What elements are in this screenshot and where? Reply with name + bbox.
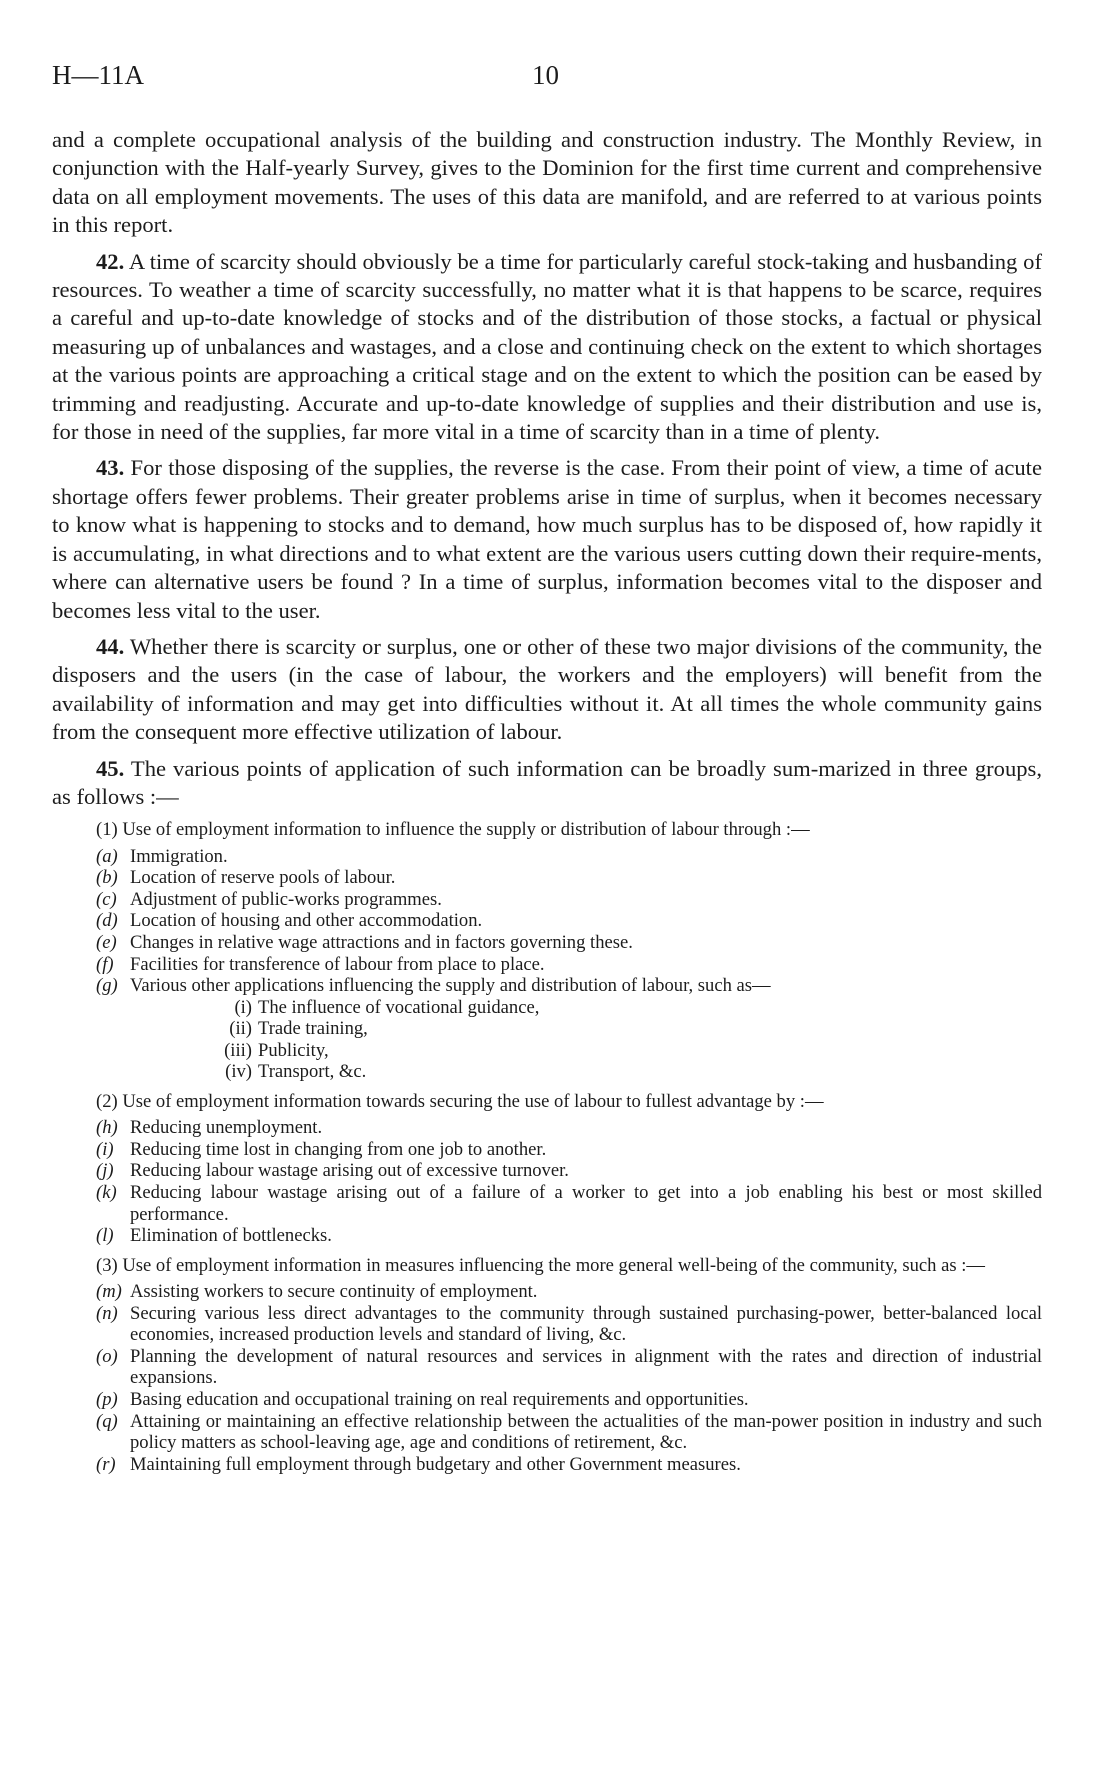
item-text: Reducing time lost in changing from one job to another. (130, 1138, 547, 1160)
list-item (52, 1160, 1042, 1182)
list-item (52, 1281, 1042, 1303)
item-text: Adjustment of public-works programmes. (130, 888, 442, 910)
item-label: (g) (96, 975, 118, 997)
list-item (52, 1389, 1042, 1411)
group-1-list (52, 846, 1042, 1084)
list-item (52, 1117, 1042, 1139)
body-text (52, 126, 1042, 1475)
item-text: Changes in relative wage attractions and in factors governing these. (130, 931, 633, 953)
document-reference: H—11A (52, 60, 144, 90)
item-text: Securing various less direct advantages to the community through sustained purchasing-power, better-balanced local economies, increased production levels and standard of living, &c. (130, 1302, 1042, 1346)
sub-item-label: (i) (234, 996, 252, 1018)
list-item (52, 1346, 1042, 1389)
paragraph-number: 43. (96, 455, 125, 481)
sub-item-text: Transport, &c. (258, 1061, 367, 1083)
page-number: 10 (532, 60, 559, 90)
item-text: Assisting workers to secure continuity of employment. (130, 1281, 538, 1303)
list-item (52, 910, 1042, 932)
paragraph-41-continued: and a complete occupational analysis of the building and construction industry. The Monthly Review, in conjunction with the Half-yearly Survey, gives to the Dominion for the first time current and comprehensive data on all employment movements. The uses of this data are manifold, and are referred to at various points in this report. (52, 127, 1042, 238)
item-label: (c) (96, 888, 117, 910)
item-text: Reducing labour wastage arising out of a failure of a worker to get into a job enabling his best or most skilled performance. (130, 1182, 1042, 1225)
paragraph-number: 42. (96, 248, 125, 274)
group-2-heading: (2) Use of employment information towards securing the use of labour to fullest advantage by :— (96, 1091, 824, 1113)
item-label: (h) (96, 1117, 118, 1139)
list-item (52, 1139, 1042, 1161)
item-label: (l) (96, 1225, 114, 1247)
sub-item-text: Trade training, (258, 1018, 368, 1040)
page-header (52, 60, 1052, 94)
group-2-list (52, 1117, 1042, 1247)
paragraph-42 (52, 248, 1042, 447)
list-item (52, 1225, 1042, 1247)
item-text: Location of reserve pools of labour. (130, 867, 396, 889)
paragraph-text: The various points of application of such information can be broadly sum-marized in three groups, as follows :— (52, 755, 1042, 809)
item-label: (k) (96, 1182, 117, 1204)
list-item (52, 1182, 1042, 1225)
sub-item-text: The influence of vocational guidance, (258, 996, 540, 1018)
item-label: (e) (96, 931, 117, 953)
paragraph-44 (52, 633, 1042, 747)
sub-item (52, 997, 1042, 1019)
item-text: Elimination of bottlenecks. (130, 1225, 332, 1247)
list-item (52, 1411, 1042, 1454)
list-item (52, 954, 1042, 976)
item-text: Reducing labour wastage arising out of excessive turnover. (130, 1160, 569, 1182)
item-label: (r) (96, 1453, 116, 1475)
item-label: (q) (96, 1410, 118, 1432)
item-label: (j) (96, 1160, 114, 1182)
item-label: (d) (96, 910, 118, 932)
item-text: Maintaining full employment through budgetary and other Government measures. (130, 1453, 741, 1475)
item-text: Attaining or maintaining an effective relationship between the actualities of the man-power position in industry and such policy matters as school-leaving age, age and conditions of retirement, &c. (130, 1410, 1042, 1454)
list-item (52, 846, 1042, 868)
list-item (52, 932, 1042, 954)
sub-item (52, 1018, 1042, 1040)
sub-item-label: (ii) (229, 1018, 252, 1040)
item-label: (o) (96, 1345, 118, 1367)
item-text: Immigration. (130, 845, 228, 867)
paragraph-number: 44. (96, 633, 125, 659)
sub-item (52, 1040, 1042, 1062)
item-label: (p) (96, 1389, 118, 1411)
paragraph-text: A time of scarcity should obviously be a time for particularly careful stock-taking and husbanding of resources. To weather a time of scarcity successfully, no matter what it is that happens to be scarce, requires a careful and up-to-date knowledge of stocks and of the distribution of those stocks, a factual or physical measuring up of unbalances and wastages, and a close and continuing check on the extent to which shortages at the various points are approaching a critical stage and on the extent to which the position can be eased by trimming and readjusting. Accurate and up-to-date knowledge of supplies and their distribution and use is, for those in need of the supplies, far more vital in a time of scarcity than in a time of plenty. (52, 248, 1042, 445)
sub-item-label: (iv) (225, 1061, 252, 1083)
paragraph-number: 45. (96, 755, 125, 781)
list-item (52, 889, 1042, 911)
list-item (52, 1454, 1042, 1476)
group-1-heading: (1) Use of employment information to influence the supply or distribution of labour through :— (96, 819, 810, 841)
list-item (52, 1303, 1042, 1346)
sub-item (52, 1061, 1042, 1083)
item-label: (f) (96, 953, 114, 975)
item-text: Facilities for transference of labour from place to place. (130, 953, 545, 975)
item-text: Various other applications influencing the supply and distribution of labour, such as— (130, 975, 771, 997)
item-label: (b) (96, 867, 118, 889)
paragraph-43 (52, 454, 1042, 624)
item-text: Planning the development of natural resources and services in alignment with the rates and direction of industrial expansions. (130, 1345, 1042, 1389)
list-item (52, 867, 1042, 889)
list-item (52, 975, 1042, 997)
paragraph-text: For those disposing of the supplies, the reverse is the case. From their point of view, a time of acute shortage offers fewer problems. Their greater problems arise in time of surplus, when it becomes necessary to know what is happening to stocks and to demand, how much surplus has to be disposed of, how rapidly it is accumulating, in what directions and to what extent are the various users cutting down their require-ments, where can alternative users be found ? In a time of surplus, information becomes vital to the disposer and becomes less vital to the user. (52, 455, 1042, 623)
group-3-list (52, 1281, 1042, 1475)
item-text: Basing education and occupational training on real requirements and opportunities. (130, 1389, 749, 1411)
sub-item-label: (iii) (224, 1039, 252, 1061)
item-text: Location of housing and other accommodation. (130, 910, 483, 932)
group-3-heading: (3) Use of employment information in measures influencing the more general well-being of the community, such as :— (96, 1254, 985, 1276)
sub-item-text: Publicity, (258, 1039, 329, 1061)
item-label: (n) (96, 1302, 118, 1324)
paragraph-text: Whether there is scarcity or surplus, one or other of these two major divisions of the community, the disposers and the users (in the case of labour, the workers and the employers) will benefit from the availability of information and may get into difficulties without it. At all times the whole community gains from the consequent more effective utilization of labour. (52, 633, 1042, 745)
item-label: (i) (96, 1138, 114, 1160)
paragraph-45 (52, 755, 1042, 812)
item-label: (a) (96, 845, 118, 867)
item-label: (m) (96, 1281, 122, 1303)
item-text: Reducing unemployment. (130, 1117, 323, 1139)
